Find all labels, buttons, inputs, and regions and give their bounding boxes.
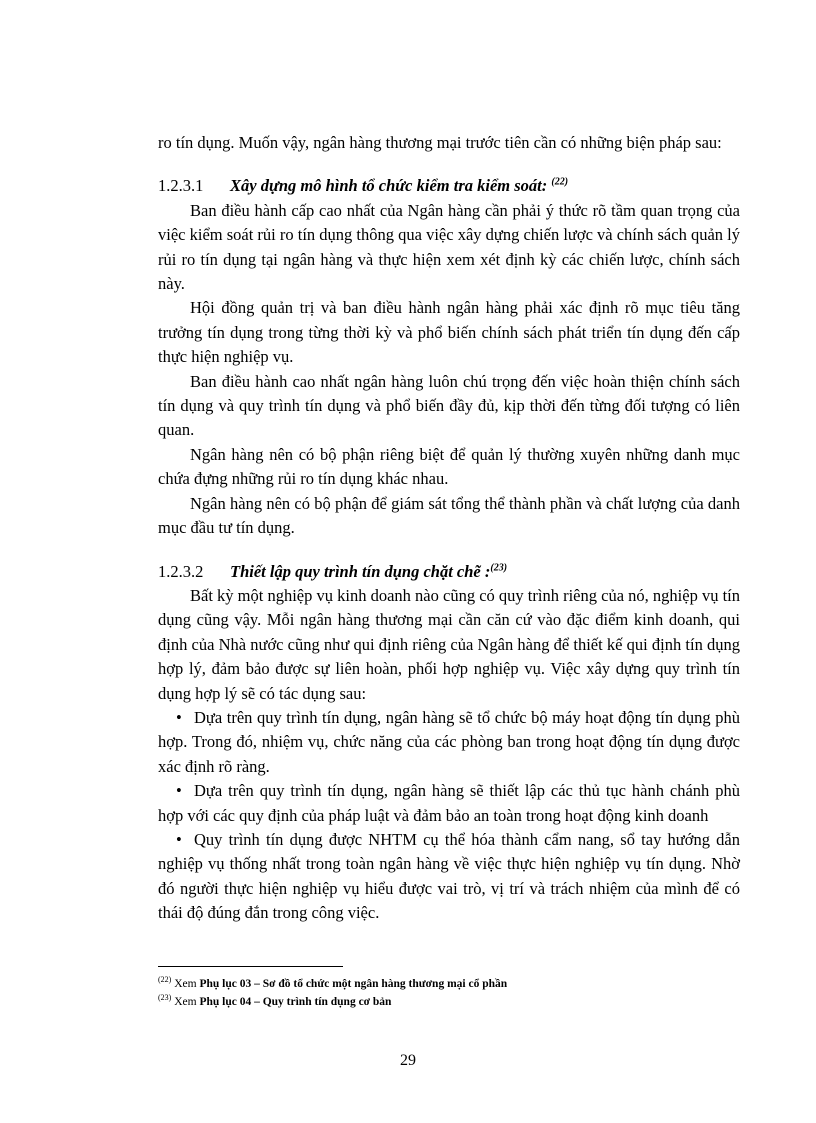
page-number: 29 bbox=[400, 1052, 416, 1069]
footnote-22 bbox=[158, 975, 740, 993]
section-heading-1-2-3-2 bbox=[158, 560, 740, 584]
bullet-item bbox=[158, 706, 740, 779]
paragraph: Ban điều hành cấp cao nhất của Ngân hàng cần phải ý thức rõ tầm quan trọng của việc kiểm soát rủi ro tín dụng thông qua việc xây dựng chiến lược và chính sách quản lý rủi ro tín dụng tại ngân hàng và thực hiện xem xét định kỳ các chiến lược, chính sách này. bbox=[158, 200, 740, 294]
section-title: Thiết lập quy trình tín dụng chặt chẽ : bbox=[230, 561, 491, 581]
footnote-text: Phụ lục 04 – Quy trình tín dụng cơ bản bbox=[199, 996, 392, 1008]
footnote-prefix: Xem bbox=[174, 978, 197, 990]
paragraph: Hội đồng quản trị và ban điều hành ngân hàng phải xác định rõ mục tiêu tăng trưởng tín dụng trong từng thời kỳ và phổ biến chính sách phát triển tín dụng đến cấp thực hiện nghiệp vụ. bbox=[158, 298, 740, 367]
section-number: 1.2.3.2 bbox=[158, 561, 204, 581]
footnote-mark: (22) bbox=[158, 975, 172, 985]
paragraph: Ngân hàng nên có bộ phận riêng biệt để quản lý thường xuyên những danh mục chứa đựng những rủi ro tín dụng khác nhau. bbox=[158, 444, 740, 489]
footnotes bbox=[158, 975, 740, 1011]
bullet-item bbox=[158, 779, 740, 828]
paragraph: Ngân hàng nên có bộ phận để giám sát tổng thể thành phần và chất lượng của danh mục đầu tư tín dụng. bbox=[158, 493, 740, 538]
section-title: Xây dựng mô hình tổ chức kiểm tra kiểm soát: bbox=[230, 176, 548, 196]
bullet-icon: • bbox=[176, 829, 182, 849]
bullet-icon: • bbox=[176, 707, 182, 727]
bullet-icon: • bbox=[176, 781, 182, 801]
footnote-mark: (23) bbox=[158, 993, 172, 1003]
paragraph: Ban điều hành cao nhất ngân hàng luôn chú trọng đến việc hoàn thiện chính sách tín dụng và quy trình tín dụng và phổ biến đầy đủ, kịp thời đến từng đối tượng có liên quan. bbox=[158, 371, 740, 440]
paragraph: Bất kỳ một nghiệp vụ kinh doanh nào cũng có quy trình riêng của nó, nghiệp vụ tín dụng cũng vậy. Mỗi ngân hàng thương mại cần căn cứ vào đặc điểm kinh doanh, qui định của Nhà nước cũng như qui định riêng của Ngân hàng để thiết kế qui định tín dụng hợp lý, đảm bảo được sự liên hoàn, phối hợp nghiệp vụ. Việc xây dựng quy trình tín dụng hợp lý sẽ có tác dụng sau: bbox=[158, 585, 740, 703]
footnote-text: Phụ lục 03 – Sơ đồ tổ chức một ngân hàng thương mại cổ phần bbox=[199, 978, 508, 990]
footnote-ref: (22) bbox=[551, 176, 569, 188]
bullet-item bbox=[158, 828, 740, 926]
footnote-prefix: Xem bbox=[174, 996, 197, 1008]
footnote-divider bbox=[158, 966, 343, 967]
body-text bbox=[158, 131, 740, 926]
bullet-text: Dựa trên quy trình tín dụng, ngân hàng sẽ tổ chức bộ máy hoạt động tín dụng phù hợp. Trong đó, nhiệm vụ, chức năng của các phòng ban trong hoạt động tín dụng được xác định rõ ràng. bbox=[158, 707, 740, 776]
footnote-ref: (23) bbox=[490, 562, 508, 573]
section-heading-1-2-3-1 bbox=[158, 174, 740, 198]
intro-paragraph: ro tín dụng. Muốn vậy, ngân hàng thương mại trước tiên cần có những biện pháp sau: bbox=[158, 133, 722, 152]
bullet-text: Dựa trên quy trình tín dụng, ngân hàng sẽ thiết lập các thủ tục hành chánh phù hợp với các quy định của pháp luật và đảm bảo an toàn trong hoạt động kinh doanh bbox=[158, 781, 740, 825]
bullet-text: Quy trình tín dụng được NHTM cụ thể hóa thành cẩm nang, sổ tay hướng dẫn nghiệp vụ thống nhất trong toàn ngân hàng về việc thực hiện nghiệp vụ tín dụng. Nhờ đó người thực hiện nghiệp vụ hiểu được vai trò, vị trí và trách nhiệm của mình để có thái độ đúng đắn trong công việc. bbox=[158, 829, 740, 923]
footnote-23 bbox=[158, 993, 740, 1011]
section-number: 1.2.3.1 bbox=[158, 176, 204, 196]
